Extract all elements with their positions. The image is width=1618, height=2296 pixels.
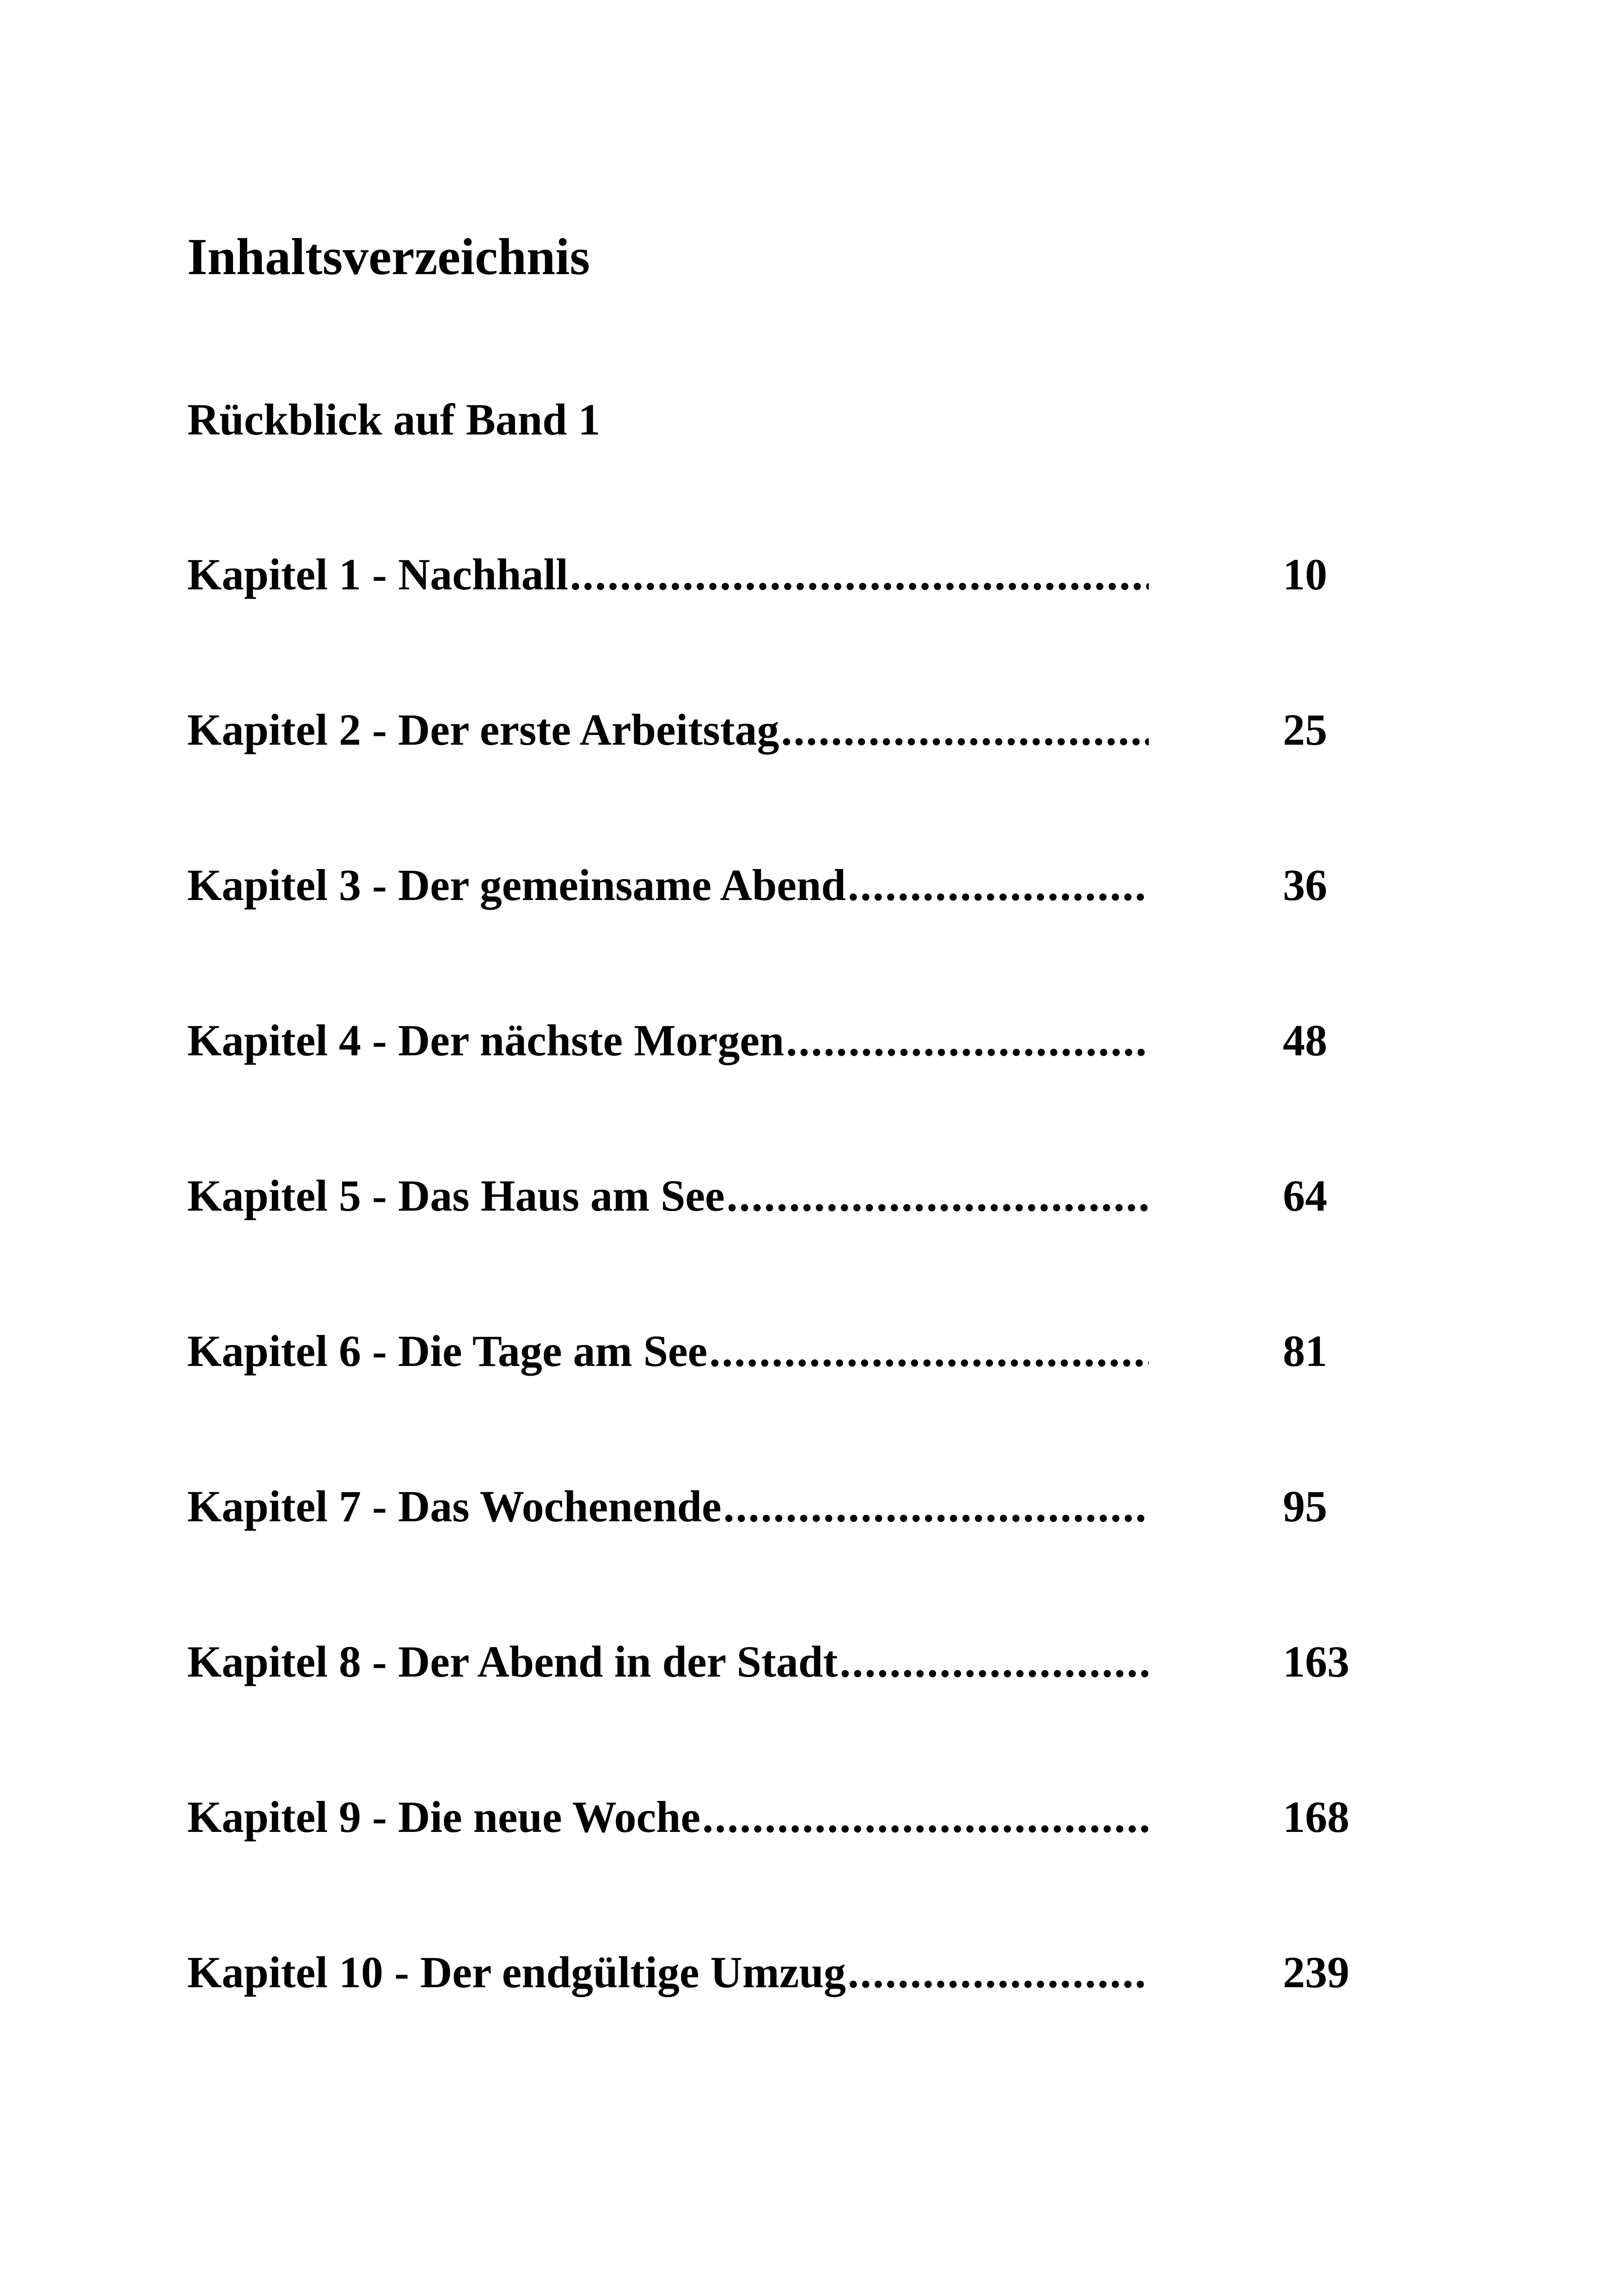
toc-entry-label: Kapitel 2 - Der erste Arbeitstag [187,708,781,754]
toc-leader [187,1329,1149,1380]
toc-entry-page: 36 [1283,860,1327,910]
toc-leader [187,1640,1149,1690]
section-heading: Rückblick auf Band 1 [187,395,601,444]
table-of-contents [187,552,1389,2106]
toc-leader [187,863,1149,914]
toc-entry-page: 163 [1283,1637,1349,1686]
toc-entry [187,1792,1389,1950]
toc-leader [187,708,1149,759]
toc-entry-label: Kapitel 6 - Die Tage am See [187,1329,709,1376]
toc-entry [187,1018,1389,1174]
toc-entry [187,1637,1389,1795]
toc-entry-page: 168 [1283,1792,1349,1842]
toc-leader [187,1174,1149,1225]
toc-leader [187,1018,1149,1069]
toc-entry-label: Kapitel 3 - Der gemeinsame Abend [187,863,848,910]
toc-entry-page: 95 [1283,1482,1327,1531]
toc-entry-label: Kapitel 9 - Die neue Woche [187,1795,702,1842]
toc-leader [187,1950,1149,2001]
toc-entry-label: Kapitel 10 - Der endgültige Umzug [187,1950,848,1997]
toc-leader [187,1484,1149,1535]
page-title: Inhaltsverzeichnis [187,228,590,286]
toc-entry-label: Kapitel 4 - Der nächste Morgen [187,1018,786,1065]
toc-entry-page: 25 [1283,705,1327,754]
toc-entry [187,552,1389,708]
toc-entry [187,860,1389,1018]
toc-entry-page: 48 [1283,1016,1327,1065]
toc-entry [187,705,1389,863]
toc-leader [187,1795,1149,1846]
toc-entry-label: Kapitel 8 - Der Abend in der Stadt [187,1640,840,1686]
toc-entry-page: 239 [1283,1947,1349,1997]
toc-entry-page: 64 [1283,1171,1327,1220]
toc-entry-label: Kapitel 1 - Nachhall [187,552,570,599]
toc-entry [187,1484,1389,1640]
toc-entry [187,1171,1389,1329]
toc-entry [187,1326,1389,1484]
toc-entry [187,1947,1389,2106]
toc-leader [187,552,1149,603]
toc-entry-label: Kapitel 7 - Das Wochenende [187,1484,723,1531]
toc-entry-page: 81 [1283,1326,1327,1376]
toc-entry-page: 10 [1283,550,1327,599]
toc-entry-label: Kapitel 5 - Das Haus am See [187,1174,727,1220]
